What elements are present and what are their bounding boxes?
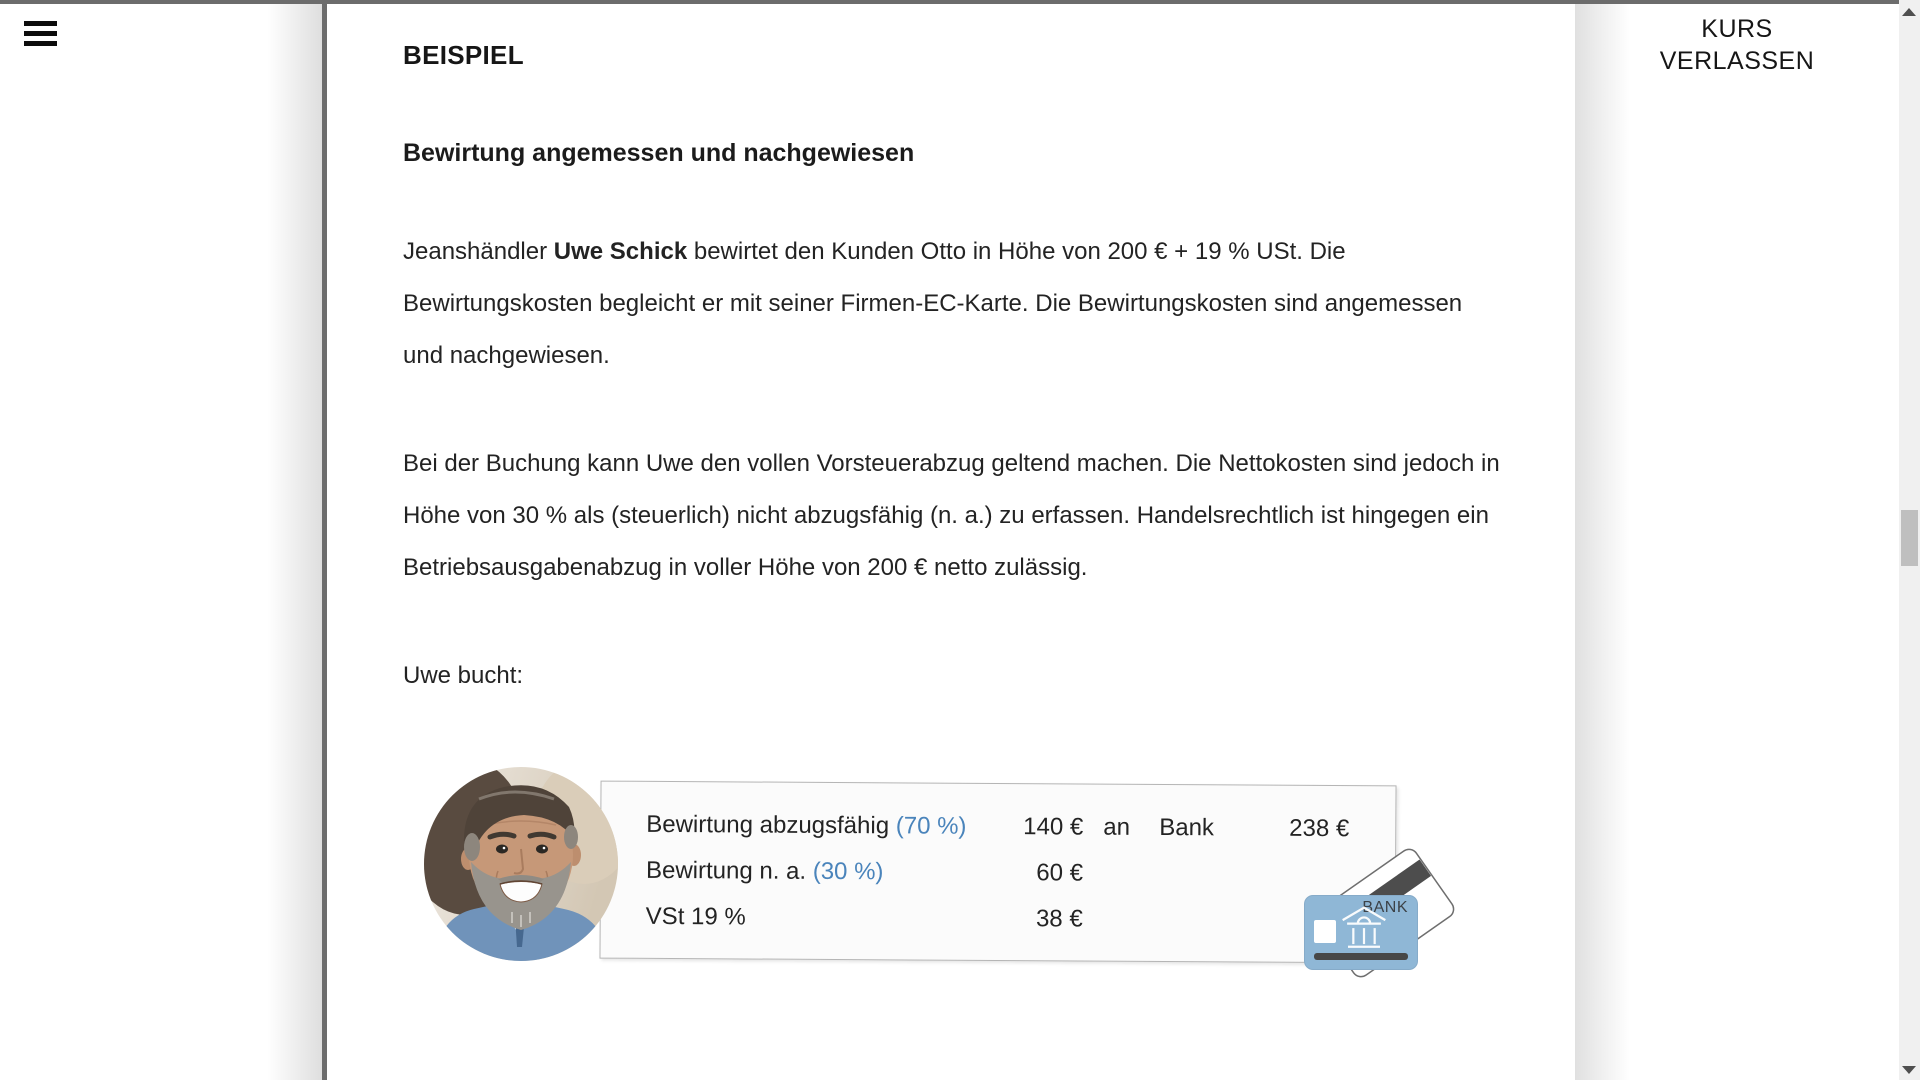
scrollbar[interactable] [1899, 0, 1920, 1080]
paragraph-1-bold-name: Uwe Schick [553, 238, 688, 265]
debit-amount: 38 € [1035, 905, 1083, 933]
scrollbar-thumb[interactable] [1901, 510, 1918, 566]
bank-building-icon [1338, 905, 1390, 953]
scroll-down-arrow[interactable] [1902, 1066, 1916, 1074]
lead-in-text: Uwe bucht: [403, 662, 524, 689]
booking-figure [403, 702, 1505, 1028]
lesson-kicker: BEISPIEL [403, 40, 524, 70]
debit-label-text: Bewirtung abzugsfähig [646, 810, 896, 840]
debit-amount: 60 € [1036, 859, 1084, 887]
lesson-page [327, 0, 1575, 1080]
top-border [0, 0, 1899, 4]
debit-label [646, 802, 996, 850]
debit-percentage: (70 %) [895, 812, 967, 840]
exit-course-line1: KURS [1701, 15, 1773, 43]
paragraph-1 [403, 226, 1505, 382]
lesson-heading: Bewirtung angemessen und nachgewiesen [403, 139, 915, 167]
debit-label-text: VSt 19 % [645, 902, 746, 931]
debit-label-text: Bewirtung n. a. [645, 856, 813, 885]
connector-word: an [1103, 813, 1131, 841]
bank-card-label: BANK [1362, 899, 1408, 916]
credit-amount: 238 € [1289, 814, 1350, 843]
card-chip [1314, 920, 1336, 943]
debit-amount: 140 € [1023, 813, 1084, 841]
booking-table [599, 781, 1396, 964]
table-row [646, 848, 1349, 898]
credit-account: Bank [1159, 813, 1215, 842]
sidebar-panel [0, 0, 327, 1080]
credit-account [1143, 927, 1263, 928]
exit-course-button[interactable] [1575, 13, 1899, 77]
menu-toggle-button[interactable] [24, 20, 57, 47]
card-bottom-stripe [1314, 953, 1408, 960]
debit-percentage: (30 %) [812, 857, 884, 886]
hamburger-icon [24, 21, 57, 46]
debit-label [646, 848, 996, 896]
avatar-photo [424, 767, 618, 961]
exit-course-line2: VERLASSEN [1659, 47, 1815, 75]
paragraph-2: Bei der Buchung kann Uwe den vollen Vorsteuerabzug geltend machen. Die Nettokosten sind jedoch in Höhe von 30 % als (steuerlich) nicht abzugsfähig (n. a.) zu erfassen. Handelsrechtlich ist hingegen ein Betriebsausgabenabzug in voller Höhe von 200 € netto zulässig. [403, 450, 1500, 581]
paragraph-1-post: bewirtet den Kunden Otto in Höhe von 200 € + 19 % USt. Die Bewirtungskosten begleicht er mit seiner Firmen-EC-Karte. Die Bewirtungskosten sind angemessen und nachgewiesen. [403, 238, 1463, 369]
exit-panel [1575, 0, 1899, 1080]
debit-label [646, 894, 996, 942]
credit-account [1143, 881, 1263, 882]
paragraph-1-pre: Jeanshändler [403, 238, 554, 265]
table-row [646, 802, 1349, 852]
bank-card-illustration [1304, 895, 1418, 970]
scroll-up-arrow[interactable] [1902, 8, 1916, 16]
table-row [646, 894, 1349, 944]
